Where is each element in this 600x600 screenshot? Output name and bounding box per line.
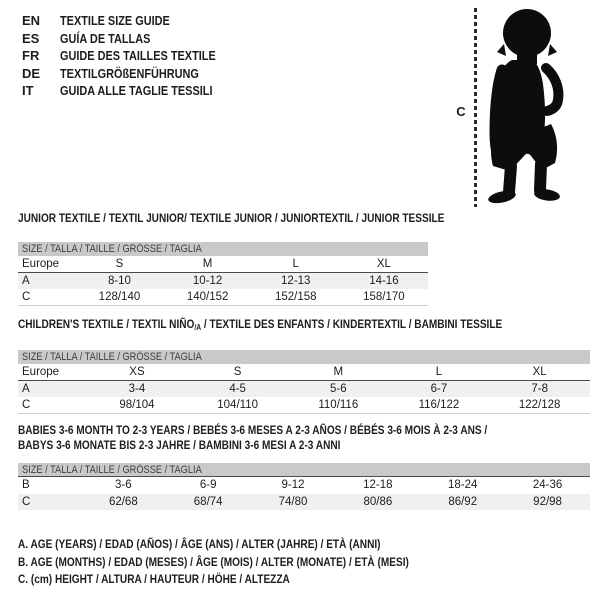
size-value: 24-36	[532, 479, 563, 492]
size-value: 5-6	[329, 383, 347, 395]
row-label: Europe	[18, 364, 87, 381]
language-row	[22, 47, 245, 65]
legend-height-cm: C. (cm) HEIGHT / ALTURA / HAUTEUR / HÖHE / ALTEZZA	[18, 572, 290, 586]
table-row	[18, 289, 428, 306]
size-value: S	[187, 364, 288, 381]
size-value: 3-4	[128, 383, 146, 395]
table-row	[18, 256, 428, 273]
baby-silhouette	[482, 8, 572, 208]
row-label: Europe	[18, 256, 75, 273]
size-value: L	[252, 256, 340, 273]
size-value: 86/92	[448, 495, 478, 508]
size-value: M	[288, 364, 389, 381]
table-row	[18, 477, 590, 494]
height-dashed-line	[474, 8, 477, 207]
language-code: DE	[22, 65, 41, 81]
table-row	[18, 364, 590, 381]
size-value: 6-9	[199, 479, 217, 492]
language-code: IT	[22, 83, 34, 99]
junior-size-header: SIZE / TALLA / TAILLE / GRÖSSE / TAGLIA	[18, 242, 428, 256]
babies-textile-section	[18, 423, 590, 510]
size-value: 14-16	[369, 275, 399, 287]
size-value: S	[75, 256, 163, 273]
junior-size-table	[18, 256, 428, 306]
size-value: 158/170	[340, 289, 428, 306]
size-value: 110/116	[288, 397, 389, 414]
size-value: 74/80	[278, 495, 308, 508]
language-code: FR	[22, 48, 40, 64]
size-value: XL	[489, 364, 590, 381]
height-label-c: C	[456, 104, 466, 119]
size-value: 7-8	[531, 383, 548, 395]
babies-size-table	[18, 477, 590, 510]
size-value: 128/140	[75, 289, 163, 306]
size-value: 3-6	[115, 479, 132, 492]
table-row	[18, 273, 428, 290]
language-row	[22, 12, 245, 30]
language-row	[22, 30, 245, 48]
size-value: M	[164, 256, 252, 273]
language-label: TEXTILE SIZE GUIDE	[60, 13, 170, 29]
row-label: C	[18, 289, 75, 306]
table-row	[18, 494, 590, 511]
babies-table-title: BABIES 3-6 MONTH TO 2-3 YEARS / BEBÉS 3-6 MESES A 2-3 AÑOS / BÉBÉS 3-6 MOIS À 2-3 ANS / BABYS 3-6 MONATE BIS 2-3 JAHRE / BAMBINI 3-6 MESI A 2-3 ANNI	[18, 423, 488, 452]
size-value: 10-12	[192, 275, 223, 287]
size-value: 140/152	[164, 289, 252, 306]
size-value: 12-18	[363, 479, 393, 492]
size-value: 98/104	[87, 397, 188, 414]
size-value: 6-7	[430, 383, 448, 395]
table-row	[18, 397, 590, 414]
language-row	[22, 65, 245, 83]
row-label: B	[22, 479, 30, 492]
row-label: A	[22, 275, 30, 287]
size-value: XL	[340, 256, 428, 273]
legend-age-years: A. AGE (YEARS) / EDAD (AÑOS) / ÂGE (ANS) / ALTER (JAHRE) / ETÀ (ANNI)	[18, 537, 381, 551]
row-label: A	[22, 383, 30, 395]
size-value: 92/98	[533, 495, 562, 508]
size-value: 152/158	[252, 289, 340, 306]
children-textile-section	[18, 318, 590, 414]
size-value: 104/110	[187, 397, 288, 414]
language-code: ES	[22, 30, 40, 46]
gender-subscript: /A	[194, 323, 202, 332]
size-value: 80/86	[363, 495, 393, 508]
language-label: TEXTILGRÖßENFÜHRUNG	[60, 65, 199, 81]
language-code: EN	[22, 13, 41, 29]
junior-table-title: JUNIOR TEXTILE / TEXTIL JUNIOR/ TEXTILE JUNIOR / JUNIORTEXTIL / JUNIOR TESSILE	[18, 211, 445, 225]
size-value: 4-5	[229, 383, 246, 395]
row-label: C	[22, 495, 31, 508]
size-value: 12-13	[281, 275, 311, 287]
legend	[18, 536, 483, 589]
size-value: 9-12	[281, 479, 305, 492]
size-value: XS	[87, 364, 188, 381]
table-row	[18, 381, 590, 398]
size-value: 18-24	[447, 479, 478, 492]
language-label: GUÍA DE TALLAS	[60, 30, 151, 46]
children-size-header: SIZE / TALLA / TAILLE / GRÖSSE / TAGLIA	[18, 350, 590, 364]
size-value: 8-10	[107, 275, 131, 287]
language-list	[22, 12, 245, 100]
size-value: L	[389, 364, 490, 381]
children-size-table	[18, 364, 590, 414]
size-value: 122/128	[489, 397, 590, 414]
babies-size-header: SIZE / TALLA / TAILLE / GRÖSSE / TAGLIA	[18, 463, 590, 477]
size-value: 62/68	[108, 495, 138, 508]
size-value: 68/74	[193, 495, 223, 508]
legend-age-months: B. AGE (MONTHS) / EDAD (MESES) / ÂGE (MOIS) / ALTER (MONATE) / ETÀ (MESI)	[18, 554, 409, 569]
children-table-title: CHILDREN'S TEXTILE / TEXTIL $NIÑO_{/A}$ / TEXTILE DES ENFANTS / KINDERTEXTIL / BAMBINI TESSILE	[18, 317, 503, 332]
size-value: 116/122	[389, 397, 490, 414]
language-row	[22, 82, 245, 100]
language-label: GUIDA ALLE TAGLIE TESSILI	[60, 83, 213, 99]
junior-textile-section	[18, 211, 445, 306]
row-label: C	[18, 397, 87, 414]
language-label: GUIDE DES TAILLES TEXTILE	[60, 48, 216, 64]
